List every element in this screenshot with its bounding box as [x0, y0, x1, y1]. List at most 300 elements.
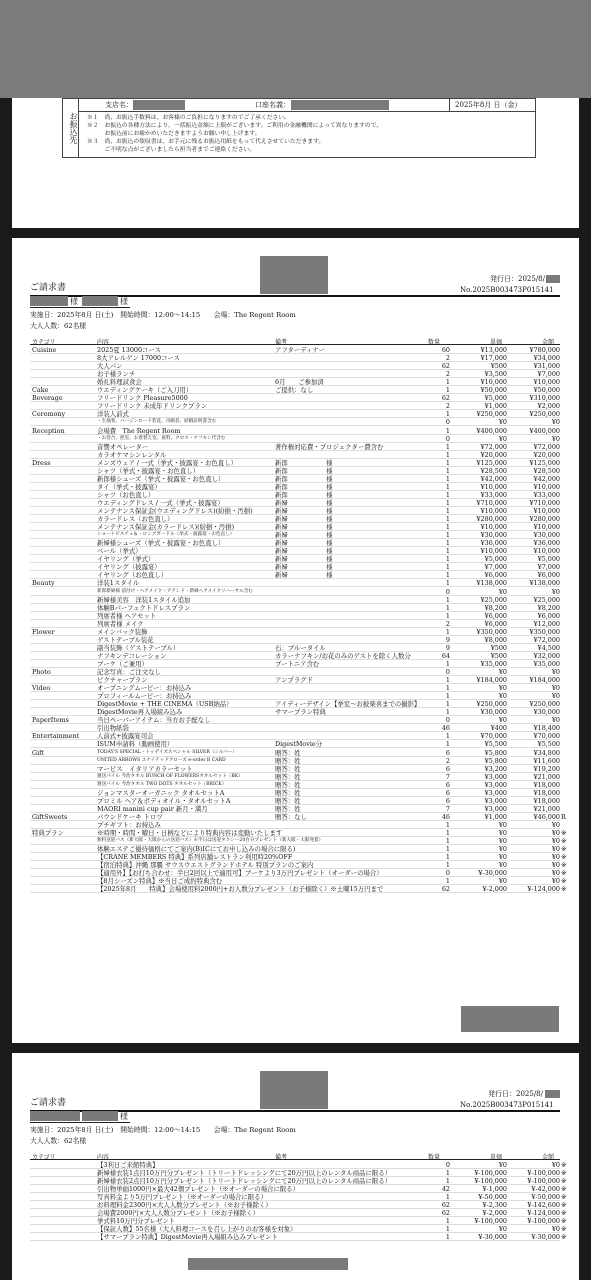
row-amount: ¥310,000: [529, 394, 560, 403]
row-mark: ※: [561, 885, 567, 894]
row-item: ウエディングケーキ（ご入刀用）: [97, 386, 193, 395]
guest-count: 大人人数：62名様: [30, 322, 87, 330]
row-item: ISUM申請料（動画使用）: [97, 740, 174, 749]
row-amount: ¥70,000: [533, 732, 560, 741]
row-note: ご提供：なし: [275, 386, 314, 395]
row-item: フリードリンク Pleasure5000: [97, 394, 188, 403]
table-row: [30, 499, 560, 507]
row-qty: 1: [445, 555, 450, 564]
col-qty: 数量: [428, 339, 441, 346]
row-unit-price: ¥-100,000: [474, 1217, 507, 1226]
row-unit-price: ¥3,000: [484, 804, 507, 813]
issue-date: 発行日：2025/8/: [490, 275, 545, 283]
row-item: ※時期・時間・曜日・日柄などにより特典内容は変動いたします: [97, 829, 283, 837]
row-item: タイ（挙式・披露宴）: [97, 482, 161, 491]
row-amount: ¥72,000: [533, 442, 560, 451]
row-qty: 6: [445, 748, 450, 757]
row-item: プチギフト：お持込み: [97, 820, 161, 829]
table-row: [30, 885, 567, 894]
row-unit-price: ¥0: [498, 692, 507, 701]
row-unit-price: ¥5,500: [484, 740, 507, 749]
redacted-name: [82, 1111, 118, 1121]
row-unit-price: ¥3,200: [484, 764, 507, 773]
row-unit-price: ¥0: [498, 1161, 507, 1169]
row-amount: ¥125,000: [529, 458, 560, 467]
row-qty: 1: [445, 450, 450, 459]
row-item: ナフキンデコレーション: [97, 651, 167, 660]
row-amount: ¥0: [551, 1225, 560, 1234]
row-unit-price: ¥3,000: [484, 788, 507, 797]
table-row: [30, 1161, 567, 1169]
row-unit-price: ¥7,000: [484, 563, 507, 572]
row-unit-price: ¥36,000: [480, 539, 507, 548]
table-row: [30, 789, 560, 797]
row-mark: ※: [561, 837, 567, 846]
row-item: マービス イタリアカラーセット: [97, 764, 193, 773]
row-unit-price: ¥1,000: [484, 812, 507, 821]
row-item: MAORI manini cup pair 新月・満月: [97, 804, 208, 813]
row-unit-price: ¥138,000: [476, 579, 507, 588]
row-qty: 6: [445, 780, 450, 789]
row-item: 【8月シーズン特典】※当日ご成約特典含む: [97, 877, 223, 886]
row-mark: ※: [561, 1193, 567, 1202]
row-unit-price: ¥28,500: [480, 466, 507, 475]
table-header: [30, 1151, 560, 1160]
row-amount: ¥10,000: [533, 547, 560, 556]
row-unit-price: ¥400: [490, 724, 507, 733]
row-unit-price: ¥0: [498, 716, 507, 725]
row-item: 新郎様シューズ（挙式・披露宴・お色直し）: [97, 474, 225, 483]
table-row: [30, 588, 560, 596]
row-mark: ※: [561, 1161, 567, 1169]
row-item: ウエディングドレス / 一式（挙式・披露宴）: [97, 498, 224, 507]
row-amount: ¥0: [551, 837, 560, 846]
row-unit-price: ¥-30,000: [478, 1233, 507, 1242]
row-item: ショートビスチェ＆・ロングガードル（挙式・披露宴・お色直し）: [97, 532, 235, 538]
row-category: Flower: [32, 627, 55, 636]
table-row: [30, 1177, 567, 1186]
row-amount: ¥0: [551, 1161, 560, 1169]
row-note: アンプラグド: [275, 676, 314, 685]
row-unit-price: ¥-1,000: [482, 1185, 507, 1194]
row-qty: 1: [445, 603, 450, 612]
bank-note-1: ※１ 尚、お振込手数料は、お客様のご負担になりますのでご了承ください。: [87, 115, 290, 121]
row-mark: ※: [561, 853, 567, 862]
row-note: 新婦 様: [275, 531, 333, 540]
row-qty: 0: [445, 587, 450, 596]
row-qty: 1: [445, 845, 450, 854]
doc-number: No.2025B003473P015141: [460, 286, 554, 294]
row-mark: ※: [561, 1169, 567, 1178]
row-note: 贈答：姓: [275, 756, 301, 765]
row-qty: 1: [445, 378, 450, 387]
row-qty: 1: [445, 1225, 450, 1234]
row-unit-price: ¥5,000: [484, 394, 507, 403]
bank-note-5: ご不明な点がございましたら担当者までご連絡ください。: [87, 147, 256, 153]
redacted-name: [30, 1111, 80, 1121]
row-qty: 1: [445, 507, 450, 515]
table-row: [30, 805, 560, 813]
table-row: [30, 765, 560, 773]
row-item: 洋装人前式: [97, 410, 129, 419]
row-unit-price: ¥5,800: [484, 756, 507, 765]
table-row: [30, 829, 567, 837]
row-item: シャツ（挙式・披露宴・お色直し）: [97, 466, 200, 475]
row-unit-price: ¥3,000: [484, 772, 507, 781]
table-row: [30, 459, 560, 467]
row-unit-price: ¥3,000: [484, 780, 507, 789]
issue-date: 発行日：2025/8/: [488, 1090, 543, 1098]
row-qty: 0: [445, 418, 450, 427]
row-qty: 1: [445, 458, 450, 467]
row-amount: ¥21,000: [533, 804, 560, 813]
table-row: [30, 660, 560, 668]
row-item: ・生演奏、バージンロード装花、司婚者、結婚証明書含む: [97, 419, 217, 425]
row-amount: ¥-42,000: [531, 1185, 560, 1194]
row-unit-price: ¥10,000: [480, 523, 507, 532]
row-item: TODAY'S SPECIAL・トゥデイズスペシャル SILVER（シルバー）: [97, 749, 237, 755]
row-qty: 1: [445, 708, 450, 717]
row-amount: ¥0: [551, 692, 560, 701]
row-note: アイディーデザイン【挙室～お披楽喜までの撮影】: [275, 700, 421, 709]
table-row: [30, 1233, 567, 1242]
table-row: [30, 579, 560, 587]
row-unit-price: ¥500: [490, 643, 507, 652]
row-amount: ¥0: [551, 434, 560, 443]
row-amount: ¥250,000: [529, 700, 560, 709]
row-unit-price: ¥0: [498, 877, 507, 886]
row-unit-price: ¥10,000: [480, 547, 507, 556]
row-note: 新婦 様: [275, 539, 333, 548]
row-mark: ※: [561, 1201, 567, 1210]
row-amount: ¥11,600: [533, 756, 560, 765]
event-info: 実施日：2025年8月 日(土) 開始時間：12:00～14:15 会場：The Regent Room: [30, 311, 296, 319]
row-amount: ¥18,000: [533, 780, 560, 789]
row-unit-price: ¥50,000: [480, 386, 507, 395]
doc-number: No.2025B003473P015141: [460, 1101, 554, 1109]
row-amount: ¥184,000: [529, 676, 560, 685]
row-unit-price: ¥0: [498, 1225, 507, 1234]
row-item: ジョンマスターオーガニック タオルセットA: [97, 788, 225, 797]
row-amount: ¥0: [551, 820, 560, 829]
table-header: [30, 336, 560, 345]
redacted-day: [545, 1090, 560, 1098]
row-item: カラードレス（お色直し）: [97, 515, 174, 524]
row-item: フリードリンク 未成年ドリンクプラン: [97, 402, 208, 411]
row-amount: ¥10,000: [533, 378, 560, 387]
row-item: ・お待合、控室、お着替え室、座料、クロス・ナフキン代含む: [97, 435, 226, 441]
row-item: 2025夏 13000コース: [97, 346, 161, 354]
row-amount: ¥34,000: [533, 354, 560, 363]
row-unit-price: ¥42,000: [480, 474, 507, 483]
row-unit-price: ¥0: [498, 853, 507, 862]
row-qty: 9: [445, 643, 450, 652]
row-unit-price: ¥13,000: [480, 346, 507, 354]
table-row: [30, 354, 560, 362]
row-qty: 1: [445, 861, 450, 870]
row-unit-price: ¥-2,000: [482, 885, 507, 894]
table-row: [30, 821, 560, 829]
row-qty: 0: [445, 869, 450, 878]
row-amount: ¥7,000: [537, 370, 560, 379]
row-amount: ¥35,000: [533, 659, 560, 668]
sama: 様: [120, 1112, 128, 1121]
row-note: カラーナフキン/お花のみのゲストを除く人数分: [275, 651, 411, 660]
row-amount: ¥18,000: [533, 796, 560, 805]
sama-2: 様: [120, 297, 128, 306]
row-category: Beauty: [32, 579, 55, 588]
row-item: 新婦様美容 洋装1スタイル追加: [97, 595, 191, 604]
row-unit-price: ¥0: [498, 418, 507, 427]
row-unit-price: ¥33,000: [480, 490, 507, 499]
row-amount: ¥0: [551, 861, 560, 870]
row-amount: ¥46,000: [533, 812, 560, 821]
row-mark: ※: [561, 1185, 567, 1194]
row-mark: ※: [561, 869, 567, 878]
table-row: [30, 612, 560, 620]
row-qty: 1: [445, 1169, 450, 1178]
table-row: [30, 620, 560, 628]
row-mark: ※: [561, 861, 567, 870]
row-item: ブーケ（ご兼用）: [97, 659, 148, 668]
row-category: 特典プラン: [32, 829, 64, 837]
row-amount: ¥780,000: [529, 346, 560, 354]
table-row: [30, 435, 560, 443]
row-unit-price: ¥20,000: [480, 450, 507, 459]
row-amount: ¥400,000: [529, 426, 560, 435]
row-qty: 9: [445, 635, 450, 644]
row-unit-price: ¥35,000: [480, 659, 507, 668]
row-mark: ※: [561, 1217, 567, 1226]
row-note: DigestMovie分: [275, 740, 323, 749]
row-mark: ※: [561, 1233, 567, 1242]
row-amount: ¥7,000: [537, 563, 560, 572]
table-row: [30, 812, 566, 821]
row-item: 会場費2000円×大人人数分プレゼント（※お子様除く）: [97, 1209, 259, 1218]
redacted-name: [30, 296, 68, 306]
row-item: DigestMovie再入場組み込み: [97, 708, 183, 717]
row-item: UNITED ARROWS ユナイテッドアローズ e-order B CARD: [97, 757, 226, 763]
row-qty: 1: [445, 1233, 450, 1242]
row-item: メンズウェア / 一式（挙式・披露宴・お色直し）: [97, 458, 237, 467]
table-row: [30, 668, 560, 676]
table-row: [30, 740, 560, 748]
row-note: 贈答：姓: [275, 772, 301, 781]
row-unit-price: ¥-30,000: [478, 869, 507, 878]
row-item: 【適用外】【お打ち合わせ：半日2回以上で適用可】ブーケより3万円プレゼント（オーダーの場合）: [97, 869, 383, 878]
row-unit-price: ¥-100,000: [474, 1177, 507, 1186]
row-item: ベール（挙式）: [97, 547, 142, 556]
row-qty: 1: [445, 627, 450, 636]
row-item: 音響オペレーター: [97, 442, 149, 451]
row-qty: 1: [445, 684, 450, 693]
row-mark: ※: [561, 829, 567, 837]
row-item: 新郎新婦様 前付け・ヘアメイク・アテンド・新婦ヘアメイクリハーサル含む: [97, 588, 253, 594]
row-amount: ¥0: [551, 668, 560, 676]
row-item: 婚礼料理試食会: [97, 378, 142, 387]
row-qty: 1: [445, 837, 450, 846]
row-amount: ¥-100,000: [527, 1169, 560, 1178]
row-item: 廻送パイル 今治タオル BUNCH OF FLOWERSタオルセット（BK）: [97, 773, 243, 779]
row-category: GiftSweets: [32, 812, 68, 821]
bank-transfer-box: [62, 98, 536, 158]
row-qty: 62: [441, 394, 450, 403]
row-qty: 1: [445, 820, 450, 829]
table-row: [30, 757, 560, 765]
row-qty: 1: [445, 853, 450, 862]
row-item: イヤリング（挙式）: [97, 555, 155, 564]
row-qty: 0: [445, 716, 450, 725]
row-unit-price: ¥10,000: [480, 507, 507, 515]
row-category: Ceremony: [32, 410, 66, 419]
name-underline: [30, 307, 130, 308]
row-qty: 1: [445, 515, 450, 524]
row-note: 新婦 様: [275, 563, 333, 572]
row-amount: ¥-124,000: [527, 1209, 560, 1218]
row-item: 洋装1スタイル: [97, 579, 140, 588]
row-qty: 1: [445, 732, 450, 741]
row-item: 体験Bパーフェクトドレスプラン: [97, 603, 191, 612]
row-qty: 1: [445, 595, 450, 604]
table-row: [30, 1169, 567, 1178]
bank-note-3: お振込前にお確かめいただきますようお願い申し上げます。: [87, 131, 261, 137]
row-item: オープニングムービー：お持込み: [97, 684, 192, 693]
row-item: 引出物紙袋: [97, 724, 129, 733]
row-item: イヤリング（お色直し）: [97, 571, 168, 580]
row-qty: 60: [441, 346, 450, 354]
row-qty: 2: [445, 370, 450, 379]
row-amount: ¥-50,000: [531, 1193, 560, 1202]
row-amount: ¥30,000: [533, 531, 560, 540]
table-row: [30, 684, 560, 692]
row-amount: ¥5,500: [537, 740, 560, 749]
row-note: 新郎 様: [275, 482, 333, 491]
row-amount: ¥28,500: [533, 466, 560, 475]
row-qty: 1: [445, 410, 450, 419]
row-unit-price: ¥8,200: [484, 603, 507, 612]
row-unit-price: ¥350,000: [476, 627, 507, 636]
row-note: 新婦 様: [275, 498, 333, 507]
redacted-logo: [260, 1071, 328, 1109]
row-unit-price: ¥8,000: [484, 635, 507, 644]
row-item: 会場費 The Regent Room: [97, 426, 181, 435]
row-qty: 1: [445, 523, 450, 532]
row-qty: 1: [445, 442, 450, 451]
divider: [449, 99, 450, 111]
table-row: [30, 507, 560, 515]
row-unit-price: ¥5,800: [484, 748, 507, 757]
table-row: [30, 676, 560, 684]
row-note: 新郎 様: [275, 466, 333, 475]
row-note: 贈答：姓: [275, 788, 301, 797]
row-qty: 42: [441, 1185, 450, 1194]
row-mark: ※: [561, 1225, 567, 1234]
row-item: 引出物単価1000円×最大42個プレゼント（※オーダーの場合に限る）: [97, 1185, 300, 1194]
guest-count: 大人人数：62名様: [30, 1137, 87, 1145]
row-unit-price: ¥0: [498, 861, 507, 870]
table-row: [30, 346, 560, 354]
row-qty: 2: [445, 402, 450, 411]
col-amount: 金額: [542, 1154, 555, 1161]
col-item: 内容: [97, 339, 110, 346]
row-note: 贈答：姓: [275, 796, 301, 805]
row-item: パウンドケーキ トロワ: [97, 812, 163, 821]
row-unit-price: ¥-50,000: [478, 1193, 507, 1202]
row-note: 贈答：姓: [275, 780, 301, 789]
row-note: 石：ブルータイル: [275, 643, 326, 652]
col-amount: 金額: [542, 339, 555, 346]
row-amount: ¥50,000: [533, 386, 560, 395]
row-amount: ¥30,000: [533, 708, 560, 717]
row-item: 新婦様シューズ（挙式・披露宴・お色直し）: [97, 539, 225, 548]
col-category: カテゴリ: [32, 339, 56, 346]
col-unit: 単価: [490, 339, 503, 346]
row-unit-price: ¥30,000: [480, 708, 507, 717]
row-amount: ¥0: [551, 684, 560, 693]
row-note: アフターディナー: [275, 346, 326, 354]
table-row: [30, 443, 560, 451]
row-category: Gift: [32, 748, 45, 757]
row-qty: 1: [445, 1177, 450, 1186]
bank-note-2: ※２ お振込の各種方法により、一括振込金額に上限がございます。ご利用の金融機関によって異なりますので、: [87, 123, 383, 129]
row-unit-price: ¥6,000: [484, 571, 507, 580]
row-mark: ※: [561, 1209, 567, 1218]
row-unit-price: ¥3,500: [484, 370, 507, 379]
row-unit-price: ¥30,000: [480, 531, 507, 540]
row-note: 新婦 様: [275, 547, 333, 556]
row-amount: ¥250,000: [529, 410, 560, 419]
row-qty: 1: [445, 571, 450, 580]
row-qty: 1: [445, 740, 450, 749]
row-item: ピクチャープラン: [97, 676, 148, 685]
row-category: Beverage: [32, 394, 63, 403]
row-amount: ¥2,000: [537, 402, 560, 411]
row-unit-price: ¥0: [498, 684, 507, 693]
row-amount: ¥710,000: [529, 498, 560, 507]
row-item: 列席者様 ヘアセット: [97, 611, 157, 620]
bank-side-label: お振込先: [63, 99, 79, 157]
row-category: Cuisine: [32, 346, 57, 354]
transfer-date: 2025年8月 日（金）: [455, 101, 522, 109]
branch-label: 支店名：: [105, 101, 133, 109]
table-row: [30, 418, 560, 426]
row-amount: ¥0: [551, 418, 560, 427]
row-item: 無料送迎バス（新大阪・大阪からの送迎バス）※半日は送迎タクシー20台分プレゼント（新大阪・大阪発着）: [97, 838, 324, 844]
row-qty: 0: [445, 434, 450, 443]
row-amount: ¥33,000: [533, 490, 560, 499]
table-row: [30, 475, 560, 483]
table-row: [30, 797, 560, 805]
row-amount: ¥-142,600: [527, 1201, 560, 1210]
row-unit-price: ¥1,000: [484, 402, 507, 411]
row-amount: ¥72,000: [533, 635, 560, 644]
row-unit-price: ¥0: [498, 837, 507, 846]
row-unit-price: ¥184,000: [476, 676, 507, 685]
row-unit-price: ¥-100,000: [474, 1169, 507, 1178]
row-qty: 1: [445, 563, 450, 572]
row-item: 記念写真：ご注文なし: [97, 668, 161, 676]
row-amount: ¥10,000: [533, 523, 560, 532]
row-amount: ¥280,000: [529, 515, 560, 524]
row-amount: ¥19,200: [533, 764, 560, 773]
row-qty: 1: [445, 490, 450, 499]
row-note: サマープラン特典: [275, 708, 326, 717]
row-note: 新郎 様: [275, 458, 333, 467]
top-gray-bar: [0, 0, 591, 98]
row-qty: 1: [445, 829, 450, 837]
row-qty: 1: [445, 1217, 450, 1226]
row-qty: 1: [445, 426, 450, 435]
